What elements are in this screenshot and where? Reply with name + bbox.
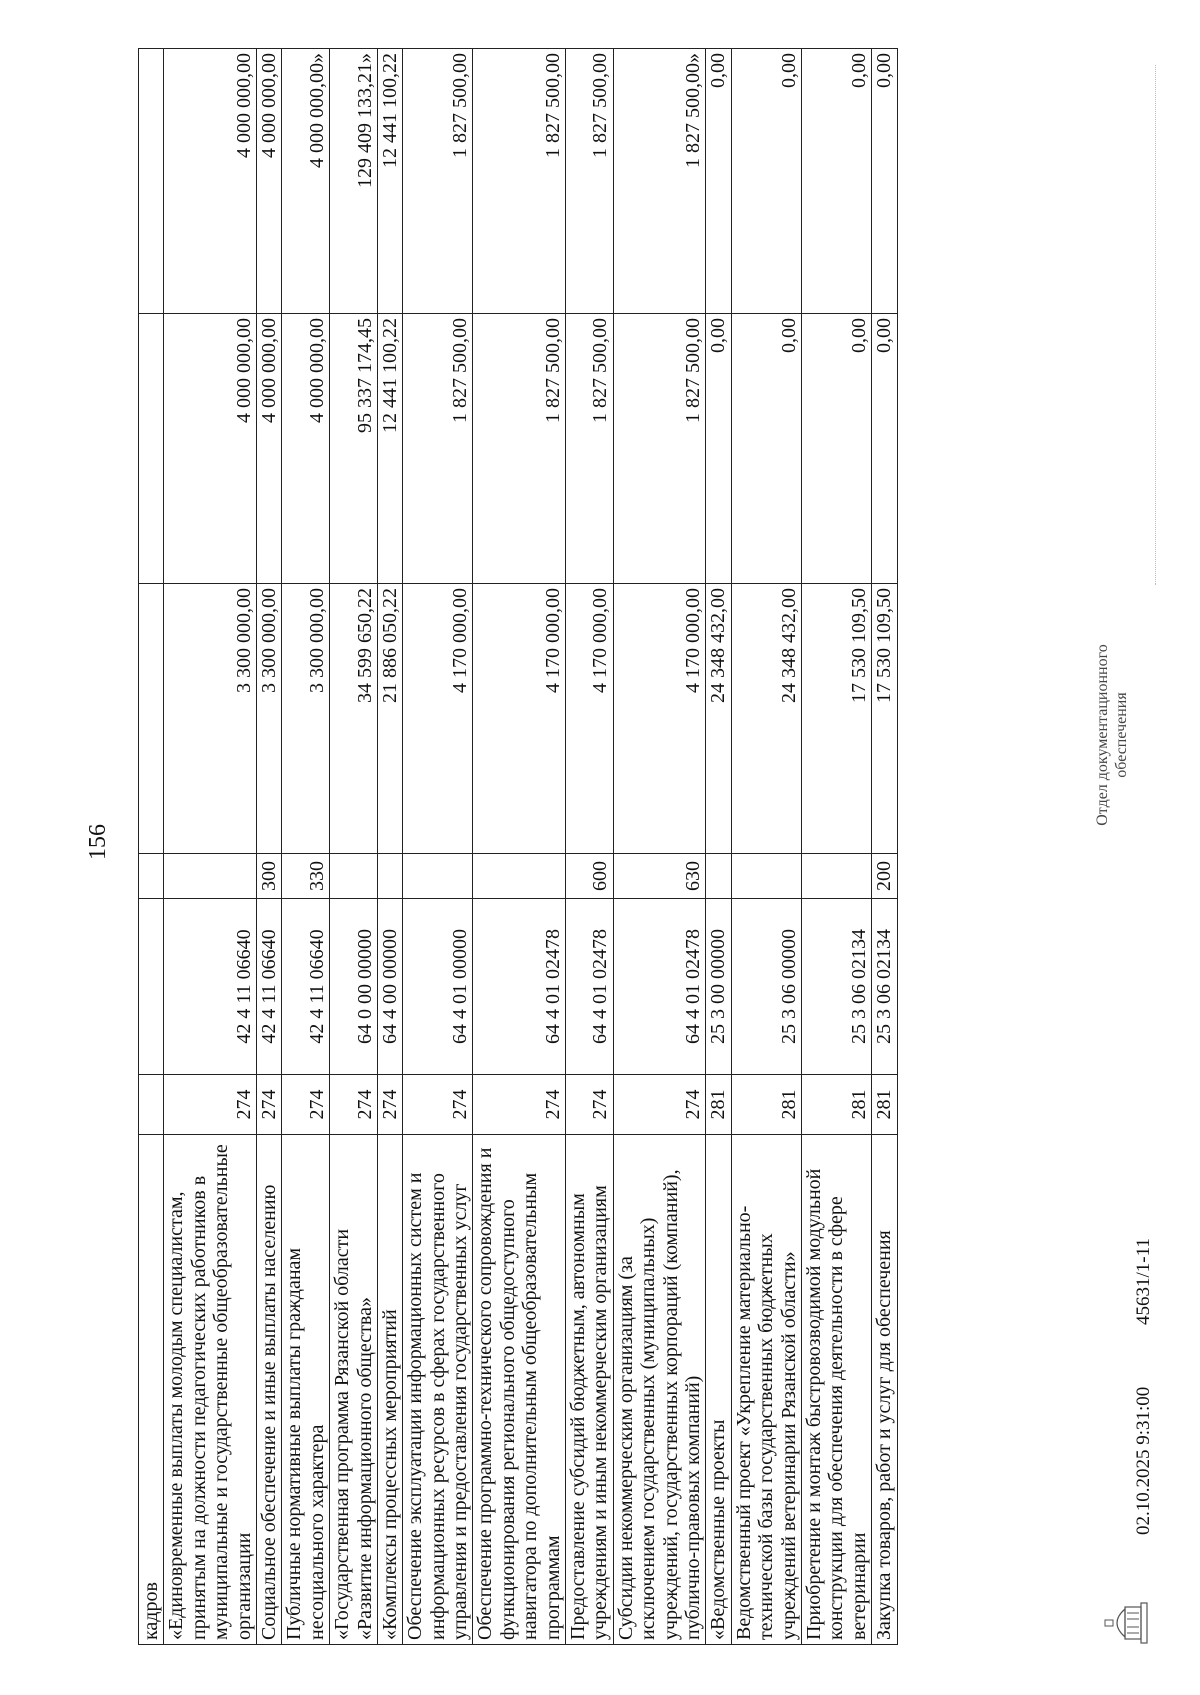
row-amount-year-1: 3 300 000,00 — [282, 584, 330, 854]
row-amount-year-3: 0,00 — [731, 49, 801, 314]
row-expense-type — [377, 854, 402, 899]
row-department-code: 274 — [473, 1075, 566, 1135]
row-amount-year-2: 1 827 500,00 — [613, 314, 706, 584]
row-name: Приобретение и монтаж быстровозводимой модульной конструкции для обеспечения деятельности в сфере ветеринарии — [801, 1135, 871, 1645]
row-target-article: 64 4 01 00000 — [403, 899, 473, 1075]
row-amount-year-1: 4 170 000,00 — [473, 584, 566, 854]
row-expense-type — [139, 854, 164, 899]
row-amount-year-2: 0,00 — [731, 314, 801, 584]
row-amount-year-1: 24 348 432,00 — [706, 584, 731, 854]
row-expense-type — [473, 854, 566, 899]
row-name: «Ведомственные проекты — [706, 1135, 731, 1645]
table-row — [613, 49, 706, 1645]
row-amount-year-2: 0,00 — [706, 314, 731, 584]
row-amount-year-2: 1 827 500,00 — [473, 314, 566, 584]
row-amount-year-2: 4 000 000,00 — [256, 314, 281, 584]
row-target-article: 64 0 00 00000 — [330, 899, 378, 1075]
row-amount-year-1: 3 300 000,00 — [164, 584, 257, 854]
row-name: Предоставление субсидий бюджетным, автономным учреждениям и иным некоммерческим организациям — [566, 1135, 614, 1645]
row-expense-type — [403, 854, 473, 899]
row-name: Субсидии некоммерческим организациям (за исключением государственных (муниципальных) учреждений, государственных корпораций (компаний), публично-правовых компаний) — [613, 1135, 706, 1645]
row-name: «Единовременные выплаты молодым специалистам, принятым на должности педагогических работников в муниципальные и государственные общеобразовательные организации — [164, 1135, 257, 1645]
row-target-article: 25 3 06 00000 — [731, 899, 801, 1075]
row-name: Публичные нормативные выплаты гражданам несоциального характера — [282, 1135, 330, 1645]
row-department-code: 274 — [164, 1075, 257, 1135]
row-amount-year-3: 4 000 000,00» — [282, 49, 330, 314]
row-amount-year-3 — [139, 49, 164, 314]
row-expense-type: 330 — [282, 854, 330, 899]
row-name: Ведомственный проект «Укрепление материально-технической базы государственных бюджетных учреждений ветеринарии Рязанской области» — [731, 1135, 801, 1645]
row-expense-type: 200 — [872, 854, 897, 899]
page-number: 156 — [85, 824, 111, 860]
row-amount-year-2: 95 337 174,45 — [330, 314, 378, 584]
row-target-article: 42 4 11 06640 — [164, 899, 257, 1075]
stamp-line-1: Отдел документационного — [1094, 644, 1111, 826]
row-target-article: 64 4 01 02478 — [566, 899, 614, 1075]
row-target-article: 64 4 01 02478 — [613, 899, 706, 1075]
footer-date: 02.10.2025 9:31:00 — [1133, 1386, 1154, 1535]
row-amount-year-1: 21 886 050,22 — [377, 584, 402, 854]
row-amount-year-2: 0,00 — [872, 314, 897, 584]
row-amount-year-3: 1 827 500,00 — [566, 49, 614, 314]
row-amount-year-3: 0,00 — [706, 49, 731, 314]
row-department-code: 281 — [706, 1075, 731, 1135]
table-row — [377, 49, 402, 1645]
dotted-divider — [1155, 65, 1156, 585]
row-expense-type: 300 — [256, 854, 281, 899]
row-amount-year-1: 17 530 109,50 — [872, 584, 897, 854]
duma-building-icon — [1103, 1601, 1151, 1645]
row-target-article: 25 3 06 02134 — [872, 899, 897, 1075]
row-target-article: 25 3 00 00000 — [706, 899, 731, 1075]
footer-document-number: 45631/1-11 — [1133, 1238, 1154, 1325]
row-amount-year-2: 12 441 100,22 — [377, 314, 402, 584]
table-row — [872, 49, 897, 1645]
table-row — [330, 49, 378, 1645]
row-expense-type — [330, 854, 378, 899]
row-amount-year-1: 4 170 000,00 — [566, 584, 614, 854]
row-amount-year-1: 24 348 432,00 — [731, 584, 801, 854]
row-name: Обеспечение программно-технического сопровождения и функционирования регионального общедоступного навигатора по дополнительным общеобразовательным программам — [473, 1135, 566, 1645]
table-row — [566, 49, 614, 1645]
row-amount-year-2 — [139, 314, 164, 584]
row-amount-year-1: 4 170 000,00 — [613, 584, 706, 854]
row-expense-type — [801, 854, 871, 899]
row-department-code: 274 — [403, 1075, 473, 1135]
row-amount-year-3: 12 441 100,22 — [377, 49, 402, 314]
table-row — [256, 49, 281, 1645]
row-amount-year-3: 4 000 000,00 — [256, 49, 281, 314]
table-row — [473, 49, 566, 1645]
row-amount-year-2: 4 000 000,00 — [164, 314, 257, 584]
row-amount-year-3: 0,00 — [872, 49, 897, 314]
row-name: Социальное обеспечение и иные выплаты населению — [256, 1135, 281, 1645]
table-row — [706, 49, 731, 1645]
row-department-code: 281 — [872, 1075, 897, 1135]
row-department-code: 281 — [801, 1075, 871, 1135]
row-amount-year-1: 17 530 109,50 — [801, 584, 871, 854]
row-name: «Государственная программа Рязанской области «Развитие информационного общества» — [330, 1135, 378, 1645]
budget-table — [138, 48, 898, 1645]
page-footer — [1085, 85, 1185, 1645]
row-amount-year-2: 0,00 — [801, 314, 871, 584]
row-amount-year-3: 129 409 133,21» — [330, 49, 378, 314]
row-amount-year-3: 1 827 500,00 — [473, 49, 566, 314]
row-department-code: 274 — [282, 1075, 330, 1135]
row-department-code — [139, 1075, 164, 1135]
row-expense-type — [731, 854, 801, 899]
row-expense-type — [164, 854, 257, 899]
row-department-code: 274 — [256, 1075, 281, 1135]
row-amount-year-3: 0,00 — [801, 49, 871, 314]
row-amount-year-1: 4 170 000,00 — [403, 584, 473, 854]
row-expense-type: 630 — [613, 854, 706, 899]
stamp-line-2: обеспечения — [1113, 692, 1131, 778]
row-amount-year-2: 1 827 500,00 — [403, 314, 473, 584]
row-target-article: 64 4 01 02478 — [473, 899, 566, 1075]
row-department-code: 274 — [377, 1075, 402, 1135]
row-target-article: 42 4 11 06640 — [256, 899, 281, 1075]
table-row — [139, 49, 164, 1645]
row-target-article: 25 3 06 02134 — [801, 899, 871, 1075]
row-target-article: 64 4 00 00000 — [377, 899, 402, 1075]
row-amount-year-2: 1 827 500,00 — [566, 314, 614, 584]
row-department-code: 281 — [731, 1075, 801, 1135]
row-amount-year-1: 34 599 650,22 — [330, 584, 378, 854]
row-department-code: 274 — [566, 1075, 614, 1135]
table-row — [403, 49, 473, 1645]
row-target-article: 42 4 11 06640 — [282, 899, 330, 1075]
row-amount-year-3: 1 827 500,00 — [403, 49, 473, 314]
row-department-code: 274 — [613, 1075, 706, 1135]
row-expense-type: 600 — [566, 854, 614, 899]
row-name: Закупка товаров, работ и услуг для обеспечения — [872, 1135, 897, 1645]
table-row — [731, 49, 801, 1645]
row-department-code: 274 — [330, 1075, 378, 1135]
row-amount-year-1: 3 300 000,00 — [256, 584, 281, 854]
row-name: Обеспечение эксплуатации информационных систем и информационных ресурсов в сферах государственного управления и предоставления государственных услуг — [403, 1135, 473, 1645]
table-row — [801, 49, 871, 1645]
row-amount-year-3: 1 827 500,00» — [613, 49, 706, 314]
row-amount-year-1 — [139, 584, 164, 854]
row-name: «Комплексы процессных мероприятий — [377, 1135, 402, 1645]
row-target-article — [139, 899, 164, 1075]
row-name: кадров — [139, 1135, 164, 1645]
row-amount-year-3: 4 000 000,00 — [164, 49, 257, 314]
row-amount-year-2: 4 000 000,00 — [282, 314, 330, 584]
row-expense-type — [706, 854, 731, 899]
table-row — [282, 49, 330, 1645]
table-row — [164, 49, 257, 1645]
department-stamp — [1093, 605, 1131, 865]
